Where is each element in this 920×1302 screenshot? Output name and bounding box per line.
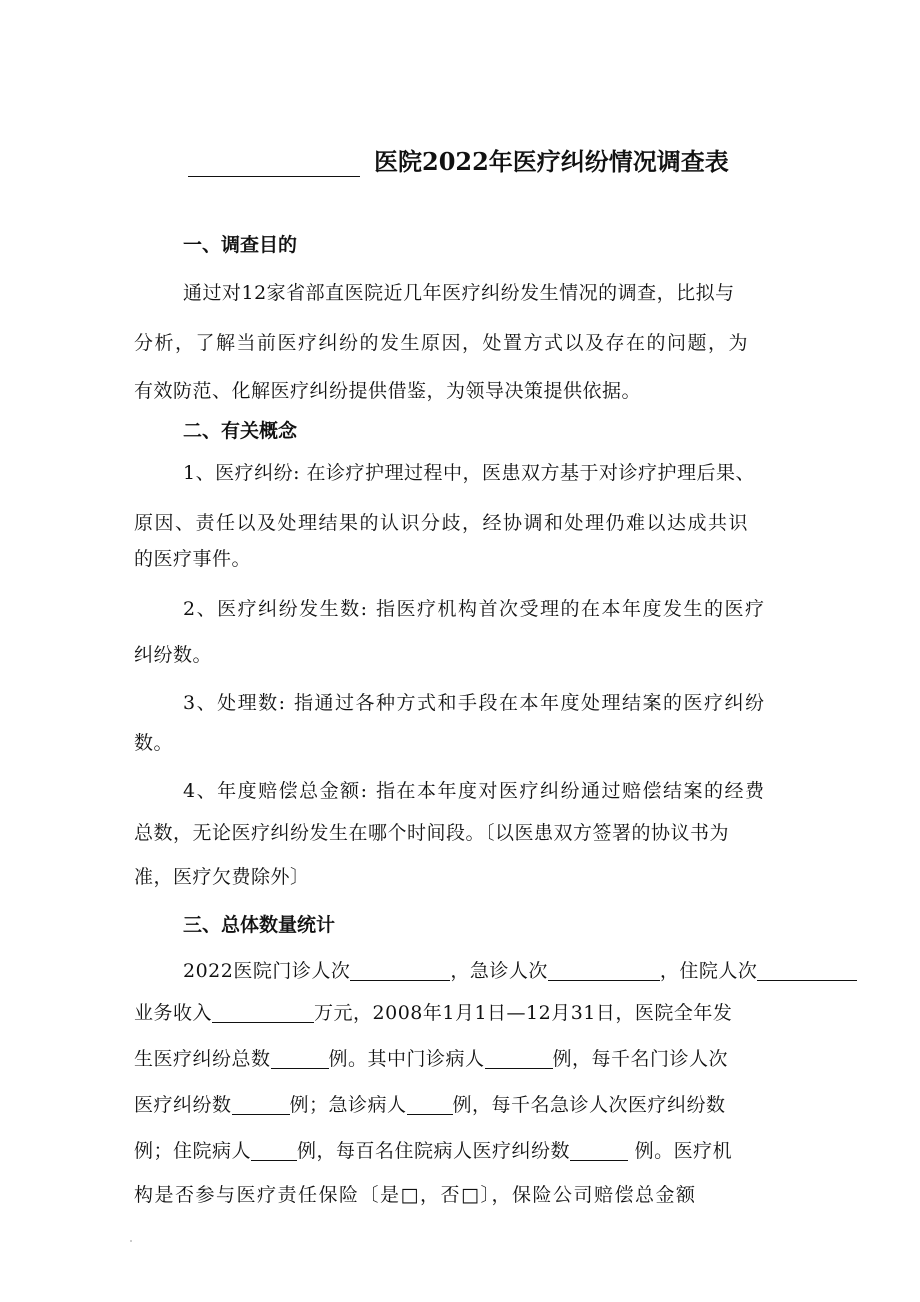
emergency-visits-blank[interactable] <box>548 960 660 981</box>
paragraph-line: 纠纷数。 <box>134 644 213 666</box>
section-2-heading: 二、有关概念 <box>183 420 298 442</box>
hospital-name-blank <box>188 152 360 177</box>
stats-line-2: 业务收入 万元，2008年1月1日—12月31日，医院全年发 <box>134 1002 733 1024</box>
paragraph-line: 分析，了解当前医疗纠纷的发生原因，处置方式以及存在的问题，为 <box>134 332 750 354</box>
section-3-heading: 三、总体数量统计 <box>183 914 336 936</box>
stats-line-6: 构是否参与医疗责任保险〔是□，否□〕，保险公司赔偿总金额 <box>134 1184 697 1206</box>
paragraph-line: 4、年度赔偿总金额: 指在本年度对医疗纠纷通过赔偿结案的经费 <box>183 780 766 802</box>
stats-line-1: 2022医院门诊人次 ，急诊人次 ，住院人次 <box>183 956 920 983</box>
outpatient-visits-blank[interactable] <box>350 960 450 981</box>
business-revenue-blank[interactable] <box>212 1002 314 1023</box>
inpatient-visits-blank[interactable] <box>757 960 857 981</box>
emergency-disputes-blank[interactable] <box>407 1094 453 1115</box>
inpatient-disputes-blank[interactable] <box>251 1140 297 1161</box>
page-title <box>188 142 888 177</box>
paragraph-line: 准，医疗欠费除外〕 <box>134 866 310 888</box>
paragraph-line: 原因、责任以及处理结果的认识分歧，经协调和处理仍难以达成共识 <box>134 512 750 534</box>
paragraph-line: 1、医疗纠纷: 在诊疗护理过程中，医患双方基于对诊疗护理后果、 <box>183 462 756 484</box>
section-1-heading: 一、调查目的 <box>183 234 298 256</box>
stats-line-4: 医疗纠纷数 例；急诊病人 例，每千名急诊人次医疗纠纷数 <box>134 1094 726 1116</box>
inpatient-rate-blank[interactable] <box>570 1140 628 1161</box>
paragraph-line: 的医疗事件。 <box>134 548 252 570</box>
paragraph-line: 有效防范、化解医疗纠纷提供借鉴，为领导决策提供依据。 <box>134 380 642 402</box>
no-checkbox[interactable]: □ <box>460 1184 481 1206</box>
yes-checkbox[interactable]: □ <box>400 1184 420 1206</box>
outpatient-rate-blank[interactable] <box>232 1094 290 1115</box>
paragraph-line: 数。 <box>134 732 174 754</box>
outpatient-disputes-blank[interactable] <box>485 1048 553 1069</box>
total-disputes-blank[interactable] <box>271 1048 329 1069</box>
page-mark <box>130 1240 132 1242</box>
paragraph-line: 3、处理数: 指通过各种方式和手段在本年度处理结案的医疗纠纷 <box>183 692 766 714</box>
title-text: 医院2022年医疗纠纷情况调查表 <box>374 147 729 176</box>
paragraph-line: 通过对12家省部直医院近几年医疗纠纷发生情况的调查，比拟与 <box>183 282 735 304</box>
stats-line-3: 生医疗纠纷总数 例。其中门诊病人 例，每千名门诊人次 <box>134 1048 729 1070</box>
paragraph-line: 总数，无论医疗纠纷发生在哪个时间段。〔以医患双方签署的协议书为 <box>134 822 730 844</box>
stats-line-5: 例；住院病人 例，每百名住院病人医疗纠纷数 例。医疗机 <box>134 1140 733 1162</box>
paragraph-line: 2、医疗纠纷发生数: 指医疗机构首次受理的在本年度发生的医疗 <box>183 598 766 620</box>
